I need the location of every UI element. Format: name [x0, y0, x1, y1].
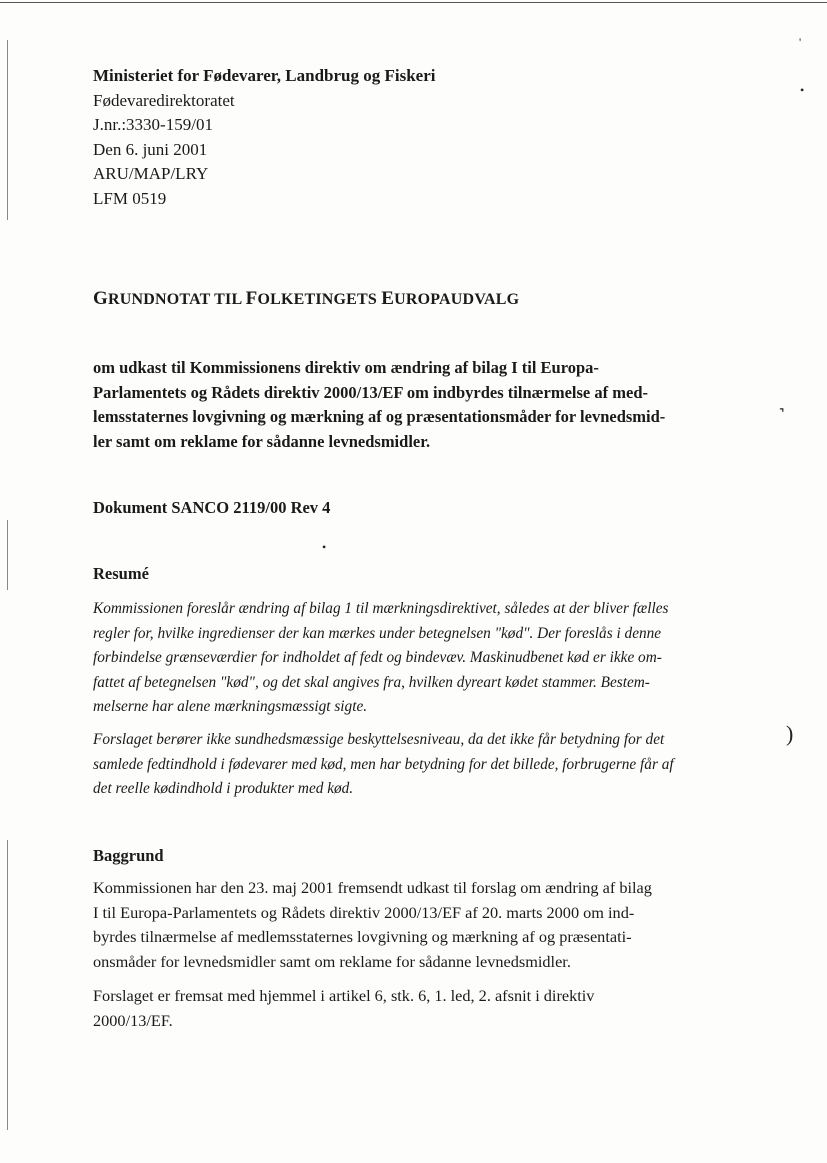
scan-speck: ': [799, 35, 802, 49]
subject-paragraph: [93, 356, 733, 454]
title-initial-e: E: [381, 288, 395, 309]
baggrund-paragraph-2: [93, 984, 733, 1033]
scan-edge-line: [7, 40, 8, 220]
text-line: 2000/13/EF.: [93, 1010, 173, 1030]
title-part-2: OLKETINGETS: [257, 291, 382, 308]
journal-number: J.nr.:3330-159/01: [93, 115, 213, 134]
title-initial-g: G: [93, 288, 108, 309]
title-part-3: UROPAUDVALG: [394, 291, 520, 308]
document-date: Den 6. juni 2001: [93, 139, 208, 159]
scan-edge-line: [7, 520, 8, 590]
document-reference: Dokument SANCO 2119/00 Rev 4: [93, 498, 331, 517]
scan-edge-line: [7, 840, 8, 1130]
title-part-1: RUNDNOTAT TIL: [107, 291, 246, 308]
author-initials: ARU/MAP/LRY: [93, 164, 209, 183]
resume-heading: Resumé: [93, 564, 149, 583]
reference-code: LFM 0519: [93, 188, 167, 208]
scan-speck: •: [322, 540, 327, 554]
baggrund-heading: Baggrund: [93, 846, 164, 865]
directorate-name: Fødevaredirektoratet: [93, 90, 235, 110]
text-line: byrdes tilnærmelse af medlemsstaternes lovgivning og mærkning af og præsentati-: [93, 927, 632, 946]
text-line: Kommissionen foreslår ændring af bilag 1 til mærkningsdirektivet, således at der bliver fælles: [93, 600, 669, 617]
text-line: forbindelse grænseværdier for indholdet af fedt og bindevæv. Maskinudbenet kød er ikke om-: [93, 649, 662, 666]
text-line: regler for, hvilke ingredienser der kan mærkes under betegnelsen "kød". Der foreslås i denne: [93, 624, 662, 642]
scan-top-rule: [0, 2, 827, 3]
document-page: [93, 64, 733, 1030]
subject-line: ler samt om reklame for sådanne levnedsmidler.: [93, 431, 431, 451]
resume-paragraph-1: [93, 597, 733, 720]
subject-line: om udkast til Kommissionens direktiv om ændring af bilag I til Europa-: [93, 358, 599, 377]
scan-speck: ): [786, 721, 794, 746]
subject-line: Parlamentets og Rådets direktiv 2000/13/EF om indbyrdes tilnærmelse af med-: [93, 382, 648, 402]
text-line: onsmåder for levnedsmidler samt om reklame for sådanne levnedsmidler.: [93, 951, 571, 971]
text-line: Kommissionen har den 23. maj 2001 fremsendt udkast til forslag om ændring af bilag: [93, 878, 652, 897]
text-line: Forslaget er fremsat med hjemmel i artikel 6, stk. 6, 1. led, 2. afsnit i direktiv: [93, 986, 595, 1005]
title-initial-f: F: [245, 288, 258, 309]
letter-header: [93, 64, 733, 211]
document-title: [93, 288, 519, 310]
text-line: det reelle kødindhold i produkter med kød.: [93, 780, 354, 797]
scan-speck: •: [800, 83, 805, 97]
text-line: Forslaget berører ikke sundhedsmæssige beskyttelsesniveau, da det ikke får betydning for det: [93, 731, 665, 748]
scan-speck: ˺: [778, 403, 786, 428]
ministry-name: Ministeriet for Fødevarer, Landbrug og Fiskeri: [93, 66, 436, 85]
text-line: samlede fedtindhold i fødevarer med kød, men har betydning for det billede, forbrugerne får af: [93, 755, 674, 773]
resume-paragraph-2: [93, 728, 733, 802]
text-line: melserne har alene mærkningsmæssigt sigte.: [93, 698, 368, 715]
subject-line: lemsstaternes lovgivning og mærkning af og præsentationsmåder for levnedsmid-: [93, 407, 666, 426]
text-line: I til Europa-Parlamentets og Rådets direktiv 2000/13/EF af 20. marts 2000 om ind-: [93, 902, 635, 922]
baggrund-paragraph-1: [93, 876, 733, 974]
text-line: fattet af betegnelsen "kød", og det skal angives fra, hvilken dyreart kødet stammer. Bestem-: [93, 673, 650, 691]
